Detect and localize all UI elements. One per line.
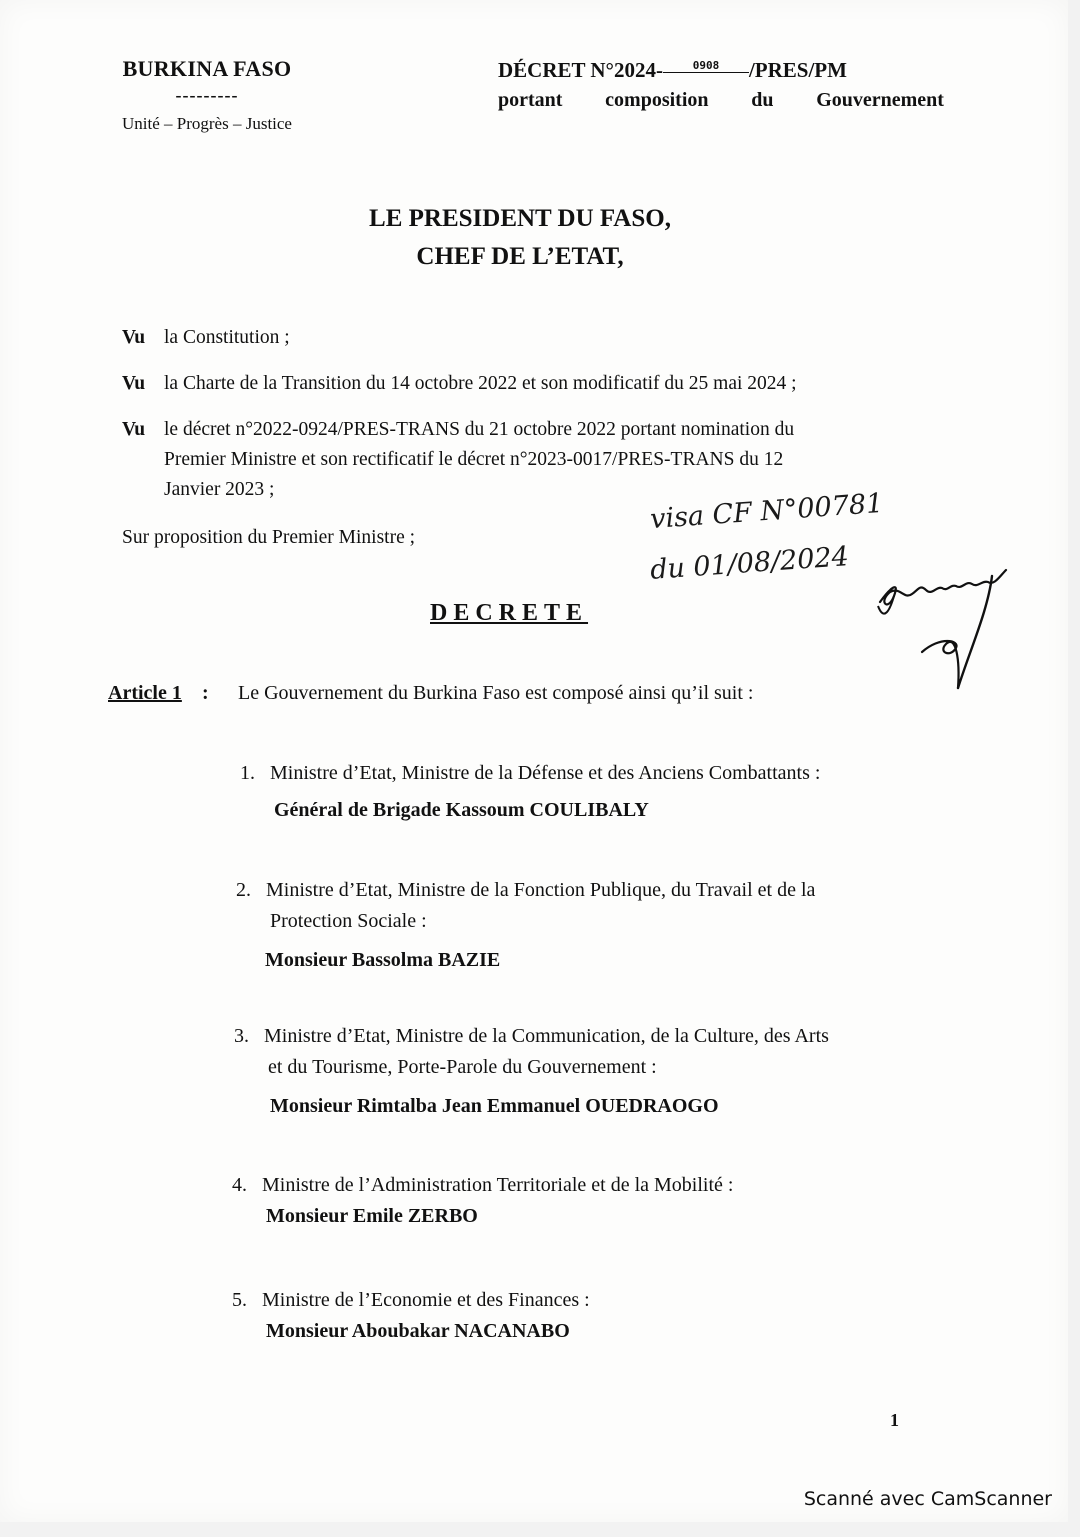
president-line-1: LE PRESIDENT DU FASO,	[369, 205, 671, 232]
minister-holder: Monsieur Rimtalba Jean Emmanuel OUEDRAOGO	[270, 1095, 719, 1117]
minister-title-continued: Protection Sociale :	[270, 910, 427, 932]
minister-number: 1.	[240, 762, 255, 784]
article-text: Le Gouvernement du Burkina Faso est composé ainsi qu’il suit :	[238, 682, 754, 704]
separator: ---------	[175, 85, 239, 105]
decree-number-stamp: 0908	[663, 59, 749, 73]
minister-item	[236, 875, 976, 976]
handwritten-visa-line-2: du 01/08/2024	[649, 541, 850, 586]
decree-subject	[498, 89, 944, 112]
minister-title: Ministre d’Etat, Ministre de la Défense et des Anciens Combattants :	[270, 762, 821, 784]
visa-label: Vu	[122, 419, 146, 440]
article-label: Article 1	[108, 682, 182, 704]
minister-title-continued: et du Tourisme, Porte-Parole du Gouvernement :	[268, 1056, 657, 1078]
minister-item	[234, 1021, 974, 1122]
page-number: 1	[890, 1410, 899, 1430]
minister-title: Ministre d’Etat, Ministre de la Fonction Publique, du Travail et de la	[266, 879, 816, 901]
country-name: BURKINA FASO	[122, 56, 292, 81]
minister-title: Ministre de l’Economie et des Finances :	[262, 1289, 590, 1311]
national-motto: Unité – Progrès – Justice	[122, 114, 292, 133]
minister-item	[232, 1170, 972, 1232]
visa-item	[122, 369, 952, 399]
decree-subject-word: Gouvernement	[816, 89, 944, 111]
decree-suffix: /PRES/PM	[748, 58, 847, 82]
president-line-2: CHEF DE L’ETAT,	[416, 243, 624, 270]
decree-subject-word: portant	[498, 89, 563, 111]
minister-title: Ministre d’Etat, Ministre de la Communication, de la Culture, des Arts	[264, 1025, 829, 1047]
minister-item	[232, 1285, 972, 1347]
header-right	[498, 58, 948, 112]
minister-title: Ministre de l’Administration Territoriale et de la Mobilité :	[262, 1174, 734, 1196]
visa-text-continued: Janvier 2023 ;	[164, 479, 275, 500]
visa-label: Vu	[122, 327, 146, 348]
minister-holder: Monsieur Aboubakar NACANABO	[266, 1320, 570, 1342]
minister-number: 3.	[234, 1025, 249, 1047]
handwritten-visa-line-1: visa CF N°00781	[649, 487, 885, 536]
decree-subject-word: du	[751, 89, 774, 111]
proposal-line: Sur proposition du Premier Ministre ;	[122, 527, 416, 548]
minister-holder: Monsieur Bassolma BAZIE	[265, 949, 501, 971]
minister-holder: Général de Brigade Kassoum COULIBALY	[274, 799, 649, 821]
minister-number: 2.	[236, 879, 251, 901]
minister-number: 5.	[232, 1289, 247, 1311]
header-left	[112, 56, 302, 134]
decrete-heading: DECRETE	[430, 600, 589, 626]
scanner-watermark: Scanné avec CamScanner	[803, 1488, 1052, 1510]
minister-item	[240, 758, 980, 826]
decree-number	[498, 58, 948, 83]
visa-item	[122, 323, 952, 353]
decree-subject-word: composition	[605, 89, 709, 111]
visa-label: Vu	[122, 373, 146, 394]
visa-text: le décret n°2022-0924/PRES-TRANS du 21 octobre 2022 portant nomination du	[164, 419, 795, 440]
visa-text-continued: Premier Ministre et son rectificatif le décret n°2023-0017/PRES-TRANS du 12	[164, 449, 784, 470]
article-colon: :	[202, 682, 209, 704]
minister-number: 4.	[232, 1174, 247, 1196]
visa-text: la Constitution ;	[164, 327, 290, 348]
president-title	[0, 200, 1040, 276]
visa-text: la Charte de la Transition du 14 octobre 2022 et son modificatif du 25 mai 2024 ;	[164, 373, 797, 394]
minister-holder: Monsieur Emile ZERBO	[266, 1205, 478, 1227]
decree-prefix: DÉCRET N°2024-	[498, 58, 663, 82]
signature-icon	[860, 540, 1030, 700]
